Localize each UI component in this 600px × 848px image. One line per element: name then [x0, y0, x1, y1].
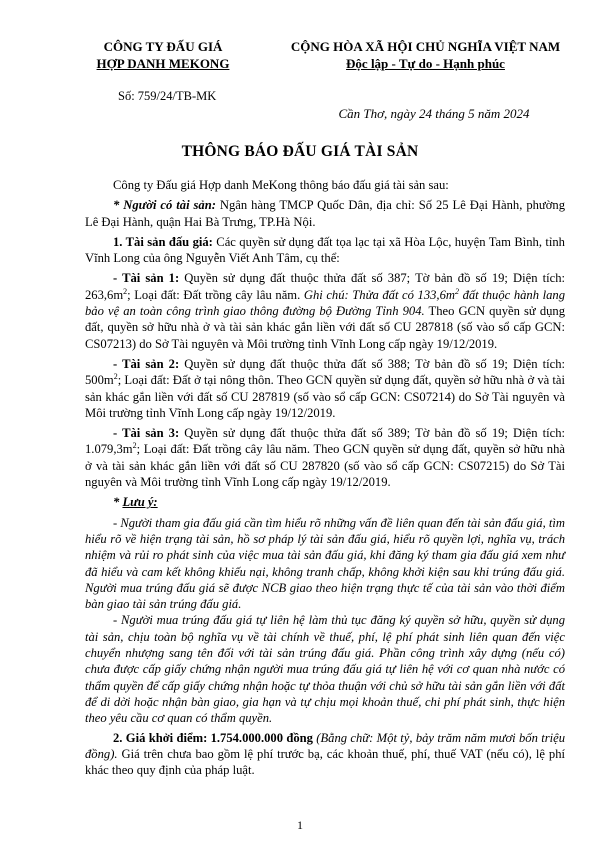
asset-3-label: - Tài sản 3: [113, 426, 180, 441]
asset-1-note-a: Ghi chú: Thửa đất có 133,6m [303, 287, 455, 302]
starting-price-label: 2. Giá khởi điểm: 1.754.000.000 đồng [113, 730, 313, 745]
company-name-line2: HỢP DANH MEKONG [96, 56, 230, 71]
section-1-text: Các quyền sử dụng đất tọa lạc tại xã Hòa Lộc, huyện Tam Bình, tỉnh Vĩnh Long của ông Nguyễn Viết Anh Tâm, cụ thể: [85, 234, 565, 266]
company-name-line1: CÔNG TY ĐẤU GIÁ [103, 39, 223, 54]
asset-2-paragraph [85, 356, 565, 421]
document-number: Số: 759/24/TB-MK [118, 89, 217, 103]
asset-2-sup: 2 [113, 372, 118, 382]
section-1-paragraph [85, 234, 565, 267]
asset-1-label: - Tài sản 1: [113, 271, 180, 286]
document-date: Cần Thơ, ngày 24 tháng 5 năm 2024 [338, 106, 530, 121]
national-header [283, 38, 568, 72]
asset-3-paragraph [85, 425, 565, 490]
asset-3-text-b: ; Loại đất: Đất trồng cây lâu năm. Theo GCN quyền sử dụng đất, quyền sở hữu nhà ở và tài sản khác gắn liền với đất số CU 287820 (số vào sổ cấp GCN: CS07215) do Sở Tài nguyên và Môi trường tỉnh Vĩnh Long cấp ngày 19/12/2019. [85, 442, 565, 490]
notes-label: Lưu ý: [122, 495, 158, 510]
section-2-paragraph [85, 730, 565, 779]
page-title: THÔNG BÁO ĐẤU GIÁ TÀI SẢN [181, 143, 419, 160]
asset-3-text-a: Quyền sử dụng đất thuộc thửa đất số 389; Tờ bản đồ số 19; Diện tích: 1.079,3m [85, 426, 565, 457]
note-item: - Người tham gia đấu giá cần tìm hiểu rõ những vấn đề liên quan đến tài sản đấu giá, tìm hiểu rõ về hiện trạng tài sản, hồ sơ pháp lý tài sản đấu giá, hiểu rõ quyền lợi, nghĩa vụ, trách nhiệm và rủi ro phát sinh của việc mua tài sản đấu giá, khi đăng ký tham gia đấu giá xem như đã hiểu và cam kết không khiếu nại, không tranh chấp, không khởi kiện sau khi trúng đấu giá. Người mua trúng đấu giá sẽ được NCB giao theo hiện trạng thực tế của tài sản vào thời điểm bàn giao tài sản trúng đấu giá. [85, 515, 565, 612]
asset-1-note-b: đất thuộc hành lang bảo vệ an toàn công trình giao thông đường bộ Đường Tỉnh 904. [85, 287, 566, 319]
asset-1-note-sup: 2 [454, 286, 459, 296]
owner-text: Ngân hàng TMCP Quốc Dân, địa chỉ: Số 25 Lê Đại Hành, phường Lê Đại Hành, quận Hai Bà Trưng, TP.Hà Nội. [85, 198, 565, 229]
note-item: - Người mua trúng đấu giá tự liên hệ làm thủ tục đăng ký quyền sở hữu, quyền sử dụng tài sản, chịu toàn bộ nghĩa vụ về tài chính về thuế, phí, lệ phí phát sinh liên quan đến việc chuyển nhượng sang tên đối với tài sản trúng đấu giá. Phần công trình xây dựng (nếu có) chưa được cấp giấy chứng nhận người mua trúng đấu giá tự liên hệ với cơ quan nhà nước có thẩm quyền để cấp giấy chứng nhận hoặc tự thỏa thuận với chủ sở hữu tài sản gắn liền với đất để di dời hoặc nhận bàn giao, gia hạn và tự chịu mọi khoản thuế, chi phí phát sinh, thực hiện theo yêu cầu cơ quan có thẩm quyền. [85, 613, 565, 726]
asset-2-text-b: ; Loại đất: Đất ở tại nông thôn. Theo GCN quyền sử dụng đất, quyền sở hữu nhà ở và tài sản khác gắn liền với đất số CU 287819 (số vào sổ cấp GCN: CS07214) do Sở Tài nguyên và Môi trường tỉnh Vĩnh Long cấp ngày 19/12/2019. [85, 373, 565, 420]
notes-list [85, 515, 565, 727]
asset-1-paragraph [85, 270, 565, 351]
asset-2-label: - Tài sản 2: [113, 356, 180, 371]
starting-price-words: (Bằng chữ: Một tỷ, bảy trăm năm mươi bốn triệu đồng). [85, 730, 565, 761]
notes-heading [85, 494, 565, 510]
owner-paragraph [85, 197, 565, 230]
national-motto: Độc lập - Tự do - Hạnh phúc [346, 56, 505, 71]
asset-3-sup: 2 [132, 441, 137, 451]
intro-paragraph: Công ty Đấu giá Hợp danh MeKong thông báo đấu giá tài sản sau: [113, 178, 449, 192]
page-number: 1 [297, 818, 303, 832]
asset-1-text-a: Quyền sử dụng đất thuộc thửa đất số 387; Tờ bản đồ số 19; Diện tích: 263,6m [85, 271, 565, 302]
document-body [85, 177, 565, 782]
asset-1-sup: 2 [123, 286, 128, 296]
notes-prefix: * [113, 495, 123, 510]
section-1-label: 1. Tài sản đấu giá: [113, 234, 213, 249]
owner-label: * Người có tài sản: [113, 198, 216, 213]
asset-1-text-c: Theo GCN quyền sử dụng đất, quyền sở hữu nhà ở và tài sản khác gắn liền với đất số CU 287818 (số vào sổ cấp GCN: CS07213) do Sở Tài nguyên và Môi trường tỉnh Vĩnh Long cấp ngày 19/12/2019. [85, 304, 566, 351]
national-title: CỘNG HÒA XÃ HỘI CHỦ NGHĨA VIỆT NAM [290, 39, 561, 54]
company-header [88, 38, 238, 72]
asset-1-text-b: ; Loại đất: Đất trồng cây lâu năm. [127, 287, 304, 302]
asset-2-text-a: Quyền sử dụng đất thuộc thửa đất số 388; Tờ bản đồ số 19; Diện tích: 500m [85, 356, 565, 388]
starting-price-text: Giá trên chưa bao gồm lệ phí trước bạ, các khoản thuế, phí, thuế VAT (nếu có), lệ phí khác theo quy định của pháp luật. [85, 746, 565, 778]
